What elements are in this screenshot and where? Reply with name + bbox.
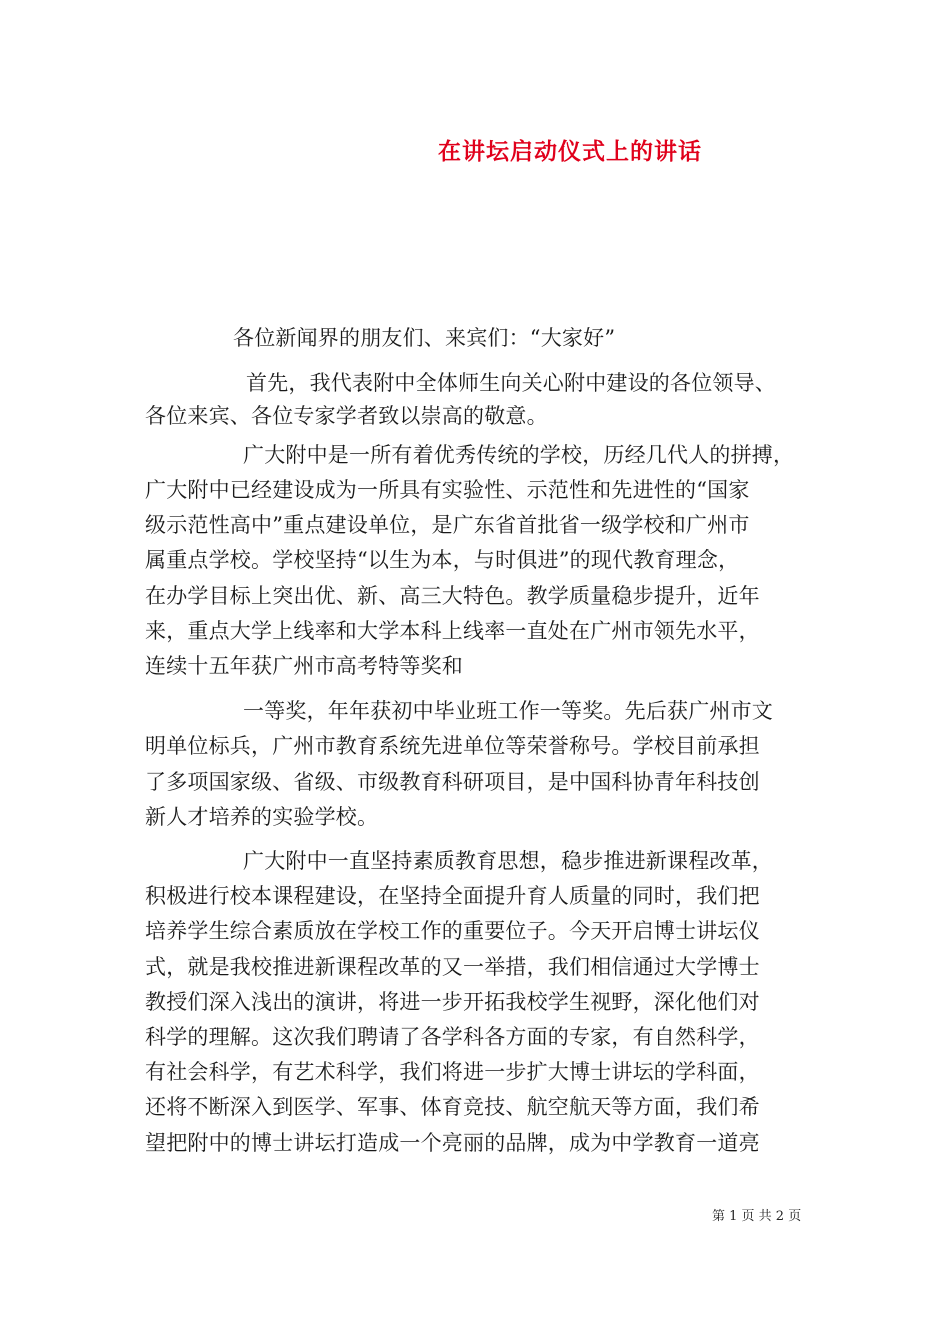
body-line: 各位新闻界的朋友们、来宾们：“大家好” <box>233 326 616 350</box>
body-line: 级示范性高中”重点建设单位，是广东省首批省一级学校和广州市 <box>145 513 750 537</box>
body-line: 教授们深入浅出的演讲，将进一步开拓我校学生视野，深化他们对 <box>145 990 760 1014</box>
body-line: 式，就是我校推进新课程改革的又一举措，我们相信通过大学博士 <box>145 955 760 979</box>
body-line: 望把附中的博士讲坛打造成一个亮丽的品牌，成为中学教育一道亮 <box>145 1131 760 1155</box>
page-number: 第 1 页 共 2 页 <box>712 1209 802 1224</box>
body-line: 首先，我代表附中全体师生向关心附中建设的各位领导、 <box>246 371 776 395</box>
body-line: 广大附中已经建设成为一所具有实验性、示范性和先进性的“国家 <box>145 478 750 502</box>
body-line: 一等奖，年年获初中毕业班工作一等奖。先后获广州市文 <box>243 699 773 723</box>
body-line: 了多项国家级、省级、市级教育科研项目，是中国科协青年科技创 <box>145 770 760 794</box>
body-line: 广大附中是一所有着优秀传统的学校，历经几代人的拼搏， <box>243 443 795 467</box>
body-line: 科学的理解。这次我们聘请了各学科各方面的专家，有自然科学， <box>145 1025 760 1049</box>
body-line: 广大附中一直坚持素质教育思想，稳步推进新课程改革， <box>243 849 773 873</box>
body-line: 各位来宾、各位专家学者致以崇高的敬意。 <box>145 404 548 428</box>
body-line: 积极进行校本课程建设，在坚持全面提升育人质量的同时，我们把 <box>145 884 760 908</box>
body-line: 连续十五年获广州市高考特等奖和 <box>145 654 463 678</box>
body-line: 来，重点大学上线率和大学本科上线率一直处在广州市领先水平， <box>145 619 760 643</box>
body-line: 明单位标兵，广州市教育系统先进单位等荣誉称号。学校目前承担 <box>145 734 760 758</box>
body-line: 新人才培养的实验学校。 <box>145 805 379 829</box>
body-line: 还将不断深入到医学、军事、体育竞技、航空航天等方面，我们希 <box>145 1095 760 1119</box>
body-line: 培养学生综合素质放在学校工作的重要位子。今天开启博士讲坛仪 <box>145 919 760 943</box>
document-title: 在讲坛启动仪式上的讲话 <box>438 138 702 165</box>
body-line: 有社会科学，有艺术科学，我们将进一步扩大博士讲坛的学科面， <box>145 1060 760 1084</box>
body-line: 属重点学校。学校坚持“以生为本，与时俱进”的现代教育理念， <box>145 548 740 572</box>
body-line: 在办学目标上突出优、新、高三大特色。教学质量稳步提升，近年 <box>145 584 760 608</box>
